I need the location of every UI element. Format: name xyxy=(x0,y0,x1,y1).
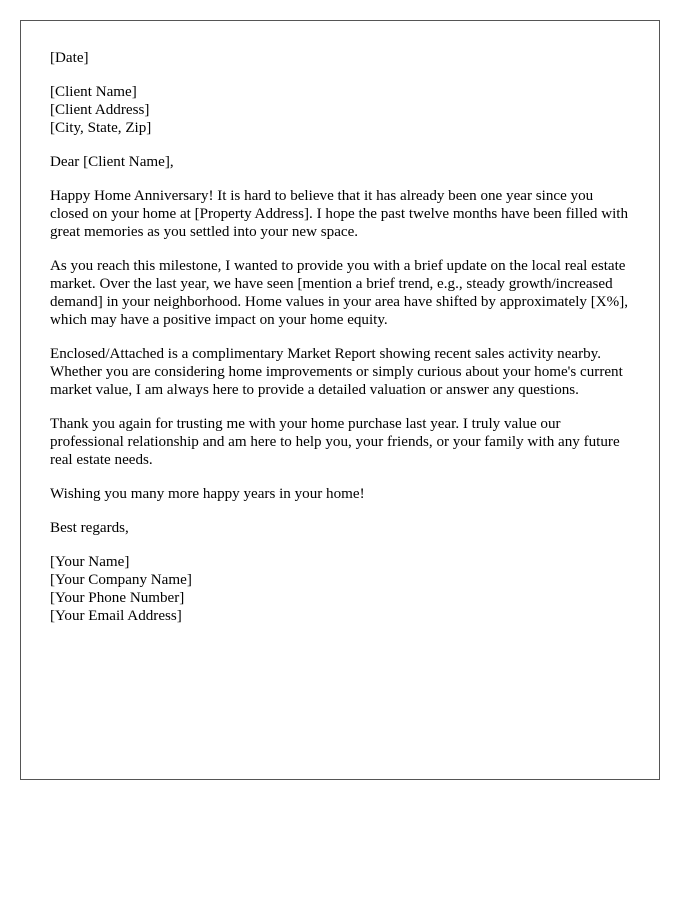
letter-date: [Date] xyxy=(50,50,89,66)
recipient-address: [Client Address] xyxy=(50,102,150,118)
closing: Best regards, xyxy=(50,520,129,536)
paragraph-market-report: Enclosed/Attached is a complimentary Market Report showing recent sales activity nearby. Whether you are considering home improvements or simply curious about your home's current market value, I am always here to provide a detailed valuation or answer any questions. xyxy=(50,346,623,398)
signature-phone: [Your Phone Number] xyxy=(50,590,185,606)
salutation: Dear [Client Name], xyxy=(50,154,174,170)
recipient-block xyxy=(50,83,635,137)
letter-body xyxy=(50,49,635,641)
signature-company: [Your Company Name] xyxy=(50,572,192,588)
recipient-city-state-zip: [City, State, Zip] xyxy=(50,120,152,136)
recipient-name: [Client Name] xyxy=(50,84,137,100)
paragraph-anniversary: Happy Home Anniversary! It is hard to believe that it has already been one year since you closed on your home at [Property Address]. I hope the past twelve months have been filled with great memories as you settled into your new space. xyxy=(50,188,629,240)
paragraph-thank-you: Thank you again for trusting me with your home purchase last year. I truly value our professional relationship and am here to help you, your friends, or your family with any future real estate needs. xyxy=(50,416,620,468)
signature-email: [Your Email Address] xyxy=(50,608,182,624)
signature-name: [Your Name] xyxy=(50,554,130,570)
letter-page xyxy=(20,20,660,780)
paragraph-market-update: As you reach this milestone, I wanted to provide you with a brief update on the local real estate market. Over the last year, we have seen [mention a brief trend, e.g., steady growth/increased demand] in your neighborhood. Home values in your area have shifted by approximately [X%], which may have a positive impact on your home equity. xyxy=(50,258,629,328)
paragraph-wishes: Wishing you many more happy years in your home! xyxy=(50,486,365,502)
signature-block xyxy=(50,553,635,625)
